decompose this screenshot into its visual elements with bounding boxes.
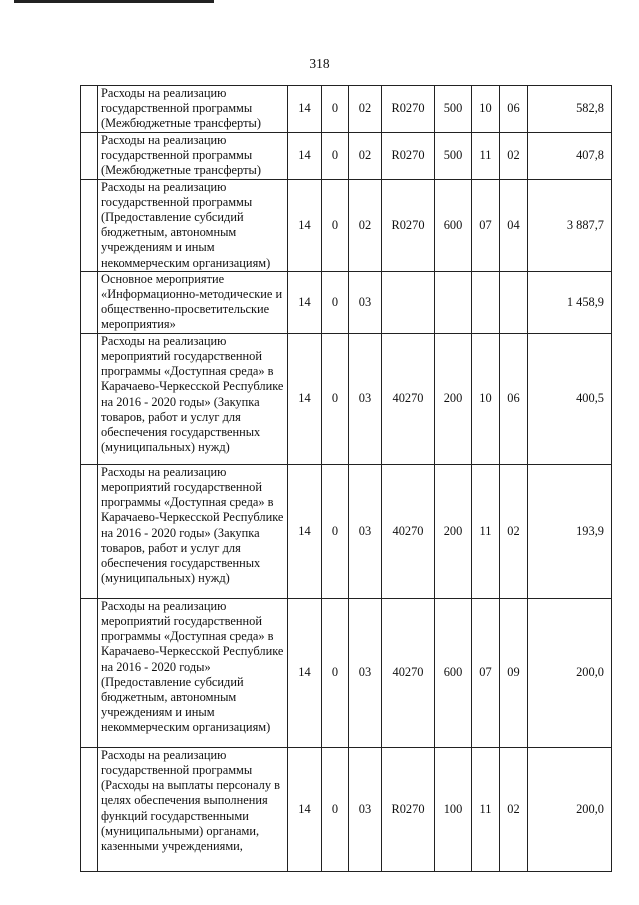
table-row xyxy=(81,86,612,133)
code-cell: 14 xyxy=(288,86,322,133)
code-cell: 03 xyxy=(349,598,382,747)
code-cell: 0 xyxy=(322,271,349,333)
code-cell: 03 xyxy=(349,333,382,464)
code-cell: 11 xyxy=(472,747,500,871)
code-cell: 600 xyxy=(435,179,472,271)
blank-cell xyxy=(81,333,98,464)
expense-name-cell: Расходы на реализацию государственной программы (Межбюджетные трансферты) xyxy=(98,86,288,133)
blank-cell xyxy=(81,133,98,180)
code-cell: 14 xyxy=(288,133,322,180)
code-cell: 07 xyxy=(472,179,500,271)
code-cell: R0270 xyxy=(382,747,435,871)
amount-cell: 193,9 xyxy=(528,464,612,598)
table-row xyxy=(81,179,612,271)
code-cell: 40270 xyxy=(382,598,435,747)
code-cell: 14 xyxy=(288,598,322,747)
code-cell: 07 xyxy=(472,598,500,747)
code-cell: 02 xyxy=(349,133,382,180)
code-cell: 14 xyxy=(288,333,322,464)
blank-cell xyxy=(81,86,98,133)
code-cell: 02 xyxy=(500,133,528,180)
code-cell: 02 xyxy=(349,86,382,133)
expense-name-cell: Расходы на реализацию государственной программы (Предоставление субсидий бюджетным, автономным учреждениям и иным некоммерческим организациям) xyxy=(98,179,288,271)
blank-cell xyxy=(81,179,98,271)
code-cell: 14 xyxy=(288,179,322,271)
code-cell: 200 xyxy=(435,333,472,464)
code-cell: 14 xyxy=(288,464,322,598)
top-rule xyxy=(14,0,214,3)
code-cell: 200 xyxy=(435,464,472,598)
amount-cell: 407,8 xyxy=(528,133,612,180)
code-cell: 0 xyxy=(322,464,349,598)
code-cell: 0 xyxy=(322,598,349,747)
code-cell xyxy=(435,271,472,333)
expense-name-cell: Основное мероприятие «Информационно-методические и общественно-просветительские мероприятия» xyxy=(98,271,288,333)
blank-cell xyxy=(81,598,98,747)
code-cell: 04 xyxy=(500,179,528,271)
code-cell: 500 xyxy=(435,86,472,133)
code-cell xyxy=(472,271,500,333)
amount-cell: 1 458,9 xyxy=(528,271,612,333)
code-cell: 14 xyxy=(288,271,322,333)
code-cell: 500 xyxy=(435,133,472,180)
code-cell: 03 xyxy=(349,747,382,871)
expense-name-cell: Расходы на реализацию мероприятий государственной программы «Доступная среда» в Карачаево-Черкесской Республике на 2016 - 2020 годы» (Закупка товаров, работ и услуг для обеспечения государственных (муниципальных) нужд) xyxy=(98,333,288,464)
code-cell: 10 xyxy=(472,86,500,133)
code-cell: 600 xyxy=(435,598,472,747)
blank-cell xyxy=(81,747,98,871)
budget-table xyxy=(80,85,612,872)
code-cell: 40270 xyxy=(382,464,435,598)
amount-cell: 200,0 xyxy=(528,747,612,871)
page-number: 318 xyxy=(309,56,330,71)
code-cell: 02 xyxy=(500,464,528,598)
code-cell: 0 xyxy=(322,747,349,871)
amount-cell: 200,0 xyxy=(528,598,612,747)
code-cell: 0 xyxy=(322,333,349,464)
code-cell: 02 xyxy=(349,179,382,271)
expense-name-cell: Расходы на реализацию государственной программы (Межбюджетные трансферты) xyxy=(98,133,288,180)
code-cell: 09 xyxy=(500,598,528,747)
code-cell: R0270 xyxy=(382,133,435,180)
code-cell: 10 xyxy=(472,333,500,464)
code-cell: R0270 xyxy=(382,86,435,133)
code-cell: R0270 xyxy=(382,179,435,271)
code-cell: 0 xyxy=(322,133,349,180)
table-row xyxy=(81,747,612,871)
code-cell: 0 xyxy=(322,179,349,271)
code-cell: 06 xyxy=(500,333,528,464)
table-row xyxy=(81,271,612,333)
code-cell xyxy=(500,271,528,333)
code-cell: 100 xyxy=(435,747,472,871)
code-cell xyxy=(382,271,435,333)
code-cell: 03 xyxy=(349,271,382,333)
blank-cell xyxy=(81,271,98,333)
amount-cell: 3 887,7 xyxy=(528,179,612,271)
table-row xyxy=(81,598,612,747)
amount-cell: 400,5 xyxy=(528,333,612,464)
expense-name-cell: Расходы на реализацию государственной программы (Расходы на выплаты персоналу в целях обеспечения выполнения функций государственными (муниципальными) органами, казенными учреждениями, xyxy=(98,747,288,871)
code-cell: 40270 xyxy=(382,333,435,464)
expense-name-cell: Расходы на реализацию мероприятий государственной программы «Доступная среда» в Карачаево-Черкесской Республике на 2016 - 2020 годы» (Закупка товаров, работ и услуг для обеспечения государственных (муниципальных) нужд) xyxy=(98,464,288,598)
table-row xyxy=(81,133,612,180)
code-cell: 02 xyxy=(500,747,528,871)
code-cell: 0 xyxy=(322,86,349,133)
code-cell: 06 xyxy=(500,86,528,133)
expense-name-cell: Расходы на реализацию мероприятий государственной программы «Доступная среда» в Карачаево-Черкесской Республике на 2016 - 2020 годы» (Предоставление субсидий бюджетным, автономным учреждениям и иным некоммерческим организациям) xyxy=(98,598,288,747)
blank-cell xyxy=(81,464,98,598)
table-row xyxy=(81,333,612,464)
code-cell: 03 xyxy=(349,464,382,598)
amount-cell: 582,8 xyxy=(528,86,612,133)
code-cell: 14 xyxy=(288,747,322,871)
table-row xyxy=(81,464,612,598)
code-cell: 11 xyxy=(472,133,500,180)
code-cell: 11 xyxy=(472,464,500,598)
